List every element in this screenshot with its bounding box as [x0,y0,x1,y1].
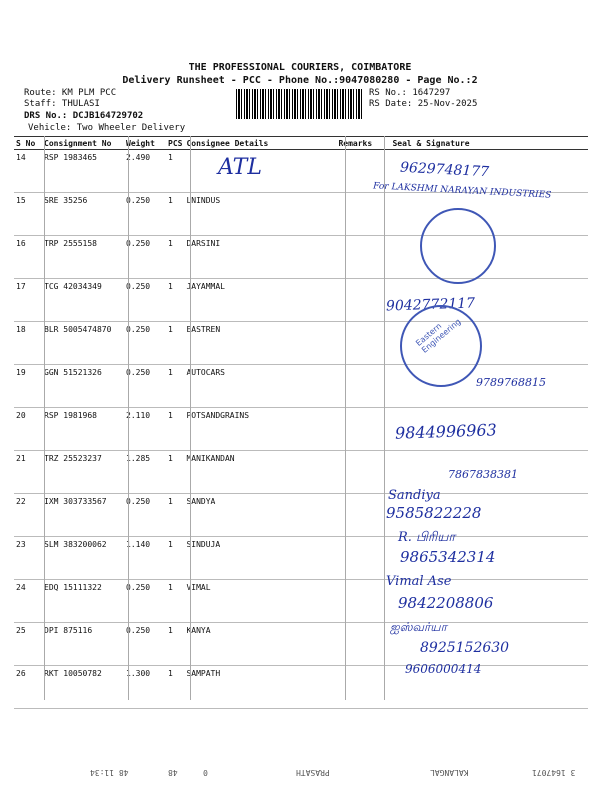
route-label: Route: KM PLM PCC [24,88,117,98]
cell-pcs: 1 [166,623,184,666]
handwritten-phone-14: 9629748177 [399,159,490,181]
runsheet-table [14,136,588,709]
cell-wt: 2.110 [124,408,166,451]
cell-pcs: 1 [166,494,184,537]
cell-pcs: 1 [166,279,184,322]
cell-wt: 0.250 [124,494,166,537]
cell-wt: 0.250 [124,193,166,236]
cell-wt: 0.250 [124,322,166,365]
cell-rem [336,193,376,236]
handwritten-phone-24: 9842208806 [398,594,494,612]
cell-sno: 21 [14,451,42,494]
cell-sno: 17 [14,279,42,322]
cell-rem [336,451,376,494]
cell-wt: 0.250 [124,365,166,408]
cell-rem [336,666,376,709]
cell-pcs: 1 [166,365,184,408]
cell-wt: 1.300 [124,666,166,709]
cell-cons: EDQ 15111322 [42,580,124,623]
cell-sno: 20 [14,408,42,451]
cell-pcs: 1 [166,666,184,709]
cell-rem [336,322,376,365]
cell-cons: SRE 35256 [42,193,124,236]
vehicle-label: Vehicle: Two Wheeler Delivery [28,123,186,133]
cell-pcs: 1 [166,537,184,580]
cell-rem [336,408,376,451]
cell-det: POTSANDGRAINS [184,408,336,451]
table-row [14,408,588,451]
table-row [14,537,588,580]
runsheet-subtitle: Delivery Runsheet - PCC - Phone No.:9047080280 - Page No.:2 [122,75,478,86]
cell-wt: 0.250 [124,623,166,666]
column-divider [384,136,385,700]
cell-cons: TRP 2555158 [42,236,124,279]
cell-det: LNINDUS [184,193,336,236]
handwritten-phone-19: 9789768815 [476,376,546,389]
company-title: THE PROFESSIONAL COURIERS, COIMBATORE [188,62,412,73]
cell-wt: 0.250 [124,580,166,623]
rs-date: RS Date: 25-Nov-2025 [369,99,478,109]
cell-wt: 0.250 [124,236,166,279]
round-seal-stamp [420,208,496,284]
cell-sno: 18 [14,322,42,365]
cell-rem [336,494,376,537]
cell-rem [336,365,376,408]
cell-sno: 15 [14,193,42,236]
handwritten-phone-23: 9865342314 [400,548,496,566]
table-header-row [14,137,588,150]
cell-det: SAMPATH [184,666,336,709]
col-weight: Weight [124,137,166,150]
cell-wt: 0.250 [124,279,166,322]
drs-number: DRS No.: DCJB164729702 [24,111,144,121]
barcode [236,89,364,119]
cell-det: VIMAL [184,580,336,623]
cell-pcs: 1 [166,236,184,279]
handwritten-phone-17: 9042772117 [385,295,476,315]
footer-count: 48 [168,768,178,777]
table-row [14,666,588,709]
table-row [14,193,588,236]
rs-number: RS No.: 1647297 [369,88,451,98]
cell-sno: 23 [14,537,42,580]
cell-det: AUTOCARS [184,365,336,408]
cell-pcs: 1 [166,580,184,623]
stamp-text: Eastern Engineering [414,317,463,355]
cell-sno: 25 [14,623,42,666]
cell-pcs: 1 [166,408,184,451]
column-divider [128,136,129,700]
table-row [14,236,588,279]
col-pcs: PCS [168,138,183,148]
cell-det: EASTREN [184,322,336,365]
handwritten-atl: ATL [218,155,262,180]
cell-sno: 24 [14,580,42,623]
col-consignment: Consignment No [42,137,124,150]
table-row [14,494,588,537]
cell-pcs: 1 [166,451,184,494]
cell-rem [336,279,376,322]
cell-cons: BLR 5005474870 [42,322,124,365]
handwritten-name-25: ஐஸ்வர்யா [390,620,447,634]
handwritten-name-23: R. பிரியா [398,530,456,545]
handwritten-phone-25: 8925152630 [420,640,510,656]
cell-pcs: 1 [166,193,184,236]
cell-sno: 19 [14,365,42,408]
cell-cons: SLM 383200062 [42,537,124,580]
table-row [14,322,588,365]
column-divider [44,136,45,700]
cell-rem [336,150,376,193]
handwritten-name-24: Vimal Ase [386,574,452,589]
column-divider [190,136,191,700]
col-sno: S No [14,137,42,150]
cell-cons: RKT 10050782 [42,666,124,709]
cell-cons: DPI 875116 [42,623,124,666]
table-row [14,279,588,322]
cell-cons: RSP 1981968 [42,408,124,451]
handwritten-name-22: Sandiya [388,488,441,503]
col-consignee: Consignee Details [184,137,336,150]
footer-kalangal: KALANGAL [430,768,469,777]
cell-sno: 26 [14,666,42,709]
cell-pcs: 1 [166,150,184,193]
col-signature: Seal & Signature [376,137,588,150]
cell-det: SINDUJA [184,537,336,580]
company-seal-text: For LAKSHMI NARAYAN INDUSTRIES [372,181,552,201]
table-row [14,150,588,193]
cell-cons: GGN 51521326 [42,365,124,408]
cell-sno: 16 [14,236,42,279]
cell-wt: 2.490 [124,150,166,193]
footer-time: 48 11:34 [90,768,129,777]
cell-det: MANIKANDAN [184,451,336,494]
handwritten-phone-20: 9844996963 [394,420,498,443]
footer-zero: 0 [203,768,208,777]
handwritten-phone-22: 9585822228 [386,504,482,522]
staff-label: Staff: THULASI [24,99,100,109]
cell-wt: 1.140 [124,537,166,580]
column-divider [345,136,346,700]
footer-rs: 3 1647071 [532,768,576,777]
cell-det: KANYA [184,623,336,666]
cell-det: SANDYA [184,494,336,537]
handwritten-phone-21: 7867838381 [448,468,518,481]
handwritten-phone-26: 9606000414 [405,662,482,676]
cell-rem [336,537,376,580]
eastern-seal-stamp [400,305,482,387]
table-row [14,580,588,623]
cell-rem [336,236,376,279]
cell-det: JAYAMMAL [184,279,336,322]
col-remarks: Remarks [336,137,376,150]
cell-det: DARSINI [184,236,336,279]
cell-cons: TRZ 25523237 [42,451,124,494]
cell-wt: 1.285 [124,451,166,494]
cell-cons: RSP 1983465 [42,150,124,193]
cell-cons: TCG 42034349 [42,279,124,322]
cell-sno: 22 [14,494,42,537]
footer-prasath: PRASATH [296,768,330,777]
cell-rem [336,580,376,623]
cell-sno: 14 [14,150,42,193]
cell-rem [336,623,376,666]
cell-cons: IXM 303733567 [42,494,124,537]
cell-pcs: 1 [166,322,184,365]
